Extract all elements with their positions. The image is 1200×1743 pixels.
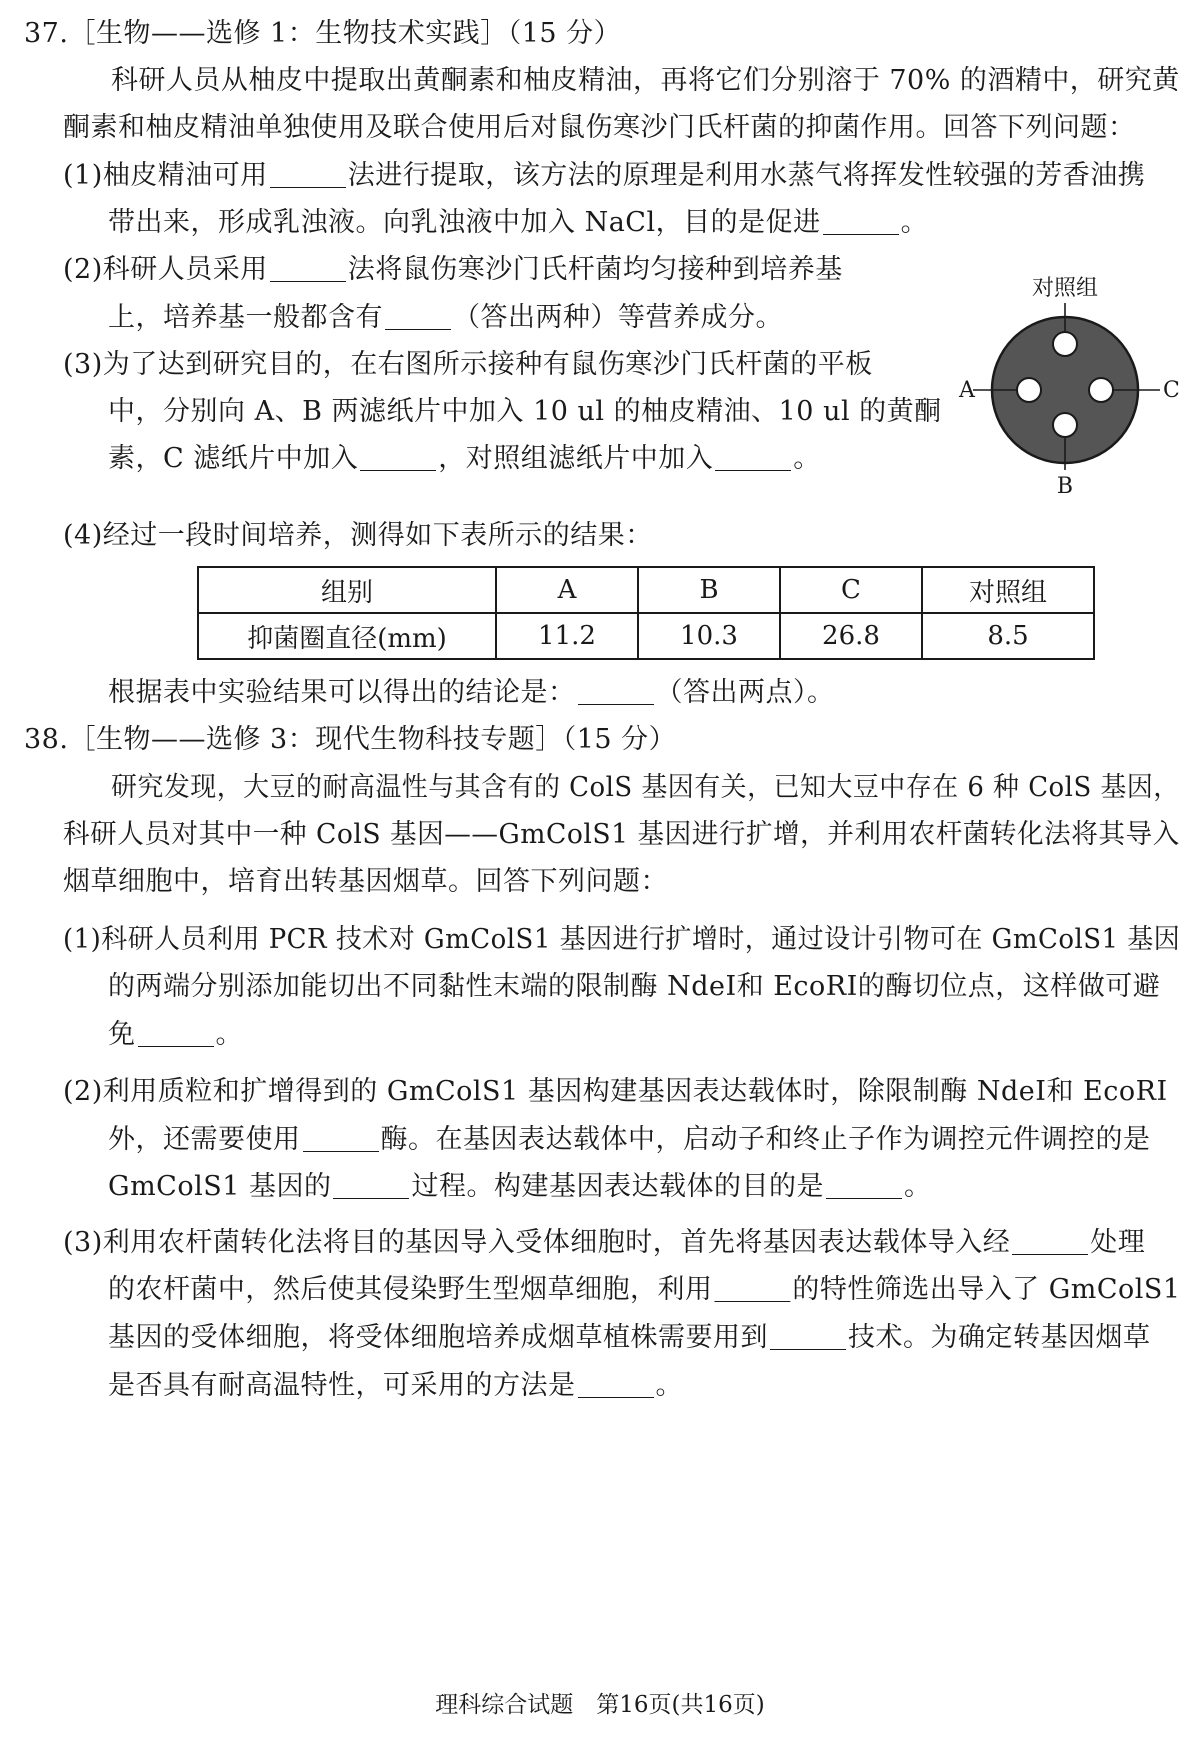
q37-p1-text-c: 带出来，形成乳浊液。向乳浊液中加入 NaCl，目的是促进 bbox=[108, 207, 821, 238]
answer-blank[interactable] bbox=[303, 1125, 379, 1152]
q37-conclusion-text-a: 根据表中实验结果可以得出的结论是： bbox=[108, 677, 576, 708]
q38-intro-line1: 研究发现，大豆的耐高温性与其含有的 ColS 基因有关，已知大豆中存在 6 种 ColS 基因， bbox=[111, 772, 1180, 803]
q38-p1-text-b: 。 bbox=[215, 1019, 243, 1050]
q38-header: 38.［生物——选修 3：现代生物科技专题］（15 分） bbox=[24, 724, 677, 755]
q38-part3-line1 bbox=[63, 1225, 1145, 1261]
answer-blank[interactable] bbox=[715, 444, 791, 471]
petri-dish-diagram bbox=[955, 275, 1185, 505]
q38-part3-line3 bbox=[108, 1320, 1151, 1356]
q38-p3-text-b: 处理 bbox=[1090, 1227, 1146, 1258]
label-c: C bbox=[1163, 378, 1180, 403]
q38-p2-text-e: 。 bbox=[903, 1171, 932, 1202]
page-footer: 理科综合试题 第16页(共16页) bbox=[435, 1692, 765, 1718]
q38-part2-line1: (2)利用质粒和扩增得到的 GmColS1 基因构建基因表达载体时，除限制酶 NdeⅠ和 EcoRⅠ bbox=[63, 1076, 1168, 1107]
q37-p3-text-b: ，对照组滤纸片中加入 bbox=[438, 443, 714, 474]
answer-blank[interactable] bbox=[1012, 1228, 1088, 1255]
q37-part1-line1 bbox=[63, 158, 1145, 194]
table-cell: 抑菌圈直径(mm) bbox=[198, 613, 496, 659]
table-header-cell: B bbox=[638, 567, 780, 613]
q38-part2-line3 bbox=[108, 1169, 931, 1205]
q38-p3-text-e: 基因的受体细胞，将受体细胞培养成烟草植株需要用到 bbox=[108, 1322, 768, 1353]
q38-part1-line1: (1)科研人员利用 PCR 技术对 GmColS1 基因进行扩增时，通过设计引物可在 GmColS1 基因 bbox=[63, 924, 1181, 955]
q38-p2-text-d: 过程。构建基因表达载体的目的是 bbox=[411, 1171, 824, 1202]
q37-p3-text-a: 素，C 滤纸片中加入 bbox=[108, 443, 359, 474]
table-header-cell: 对照组 bbox=[922, 567, 1094, 613]
answer-blank[interactable] bbox=[333, 1172, 409, 1199]
answer-blank[interactable] bbox=[360, 444, 436, 471]
answer-blank[interactable] bbox=[270, 255, 346, 282]
q37-conclusion-line bbox=[108, 675, 835, 711]
q37-p1-text-a: (1)柚皮精油可用 bbox=[63, 160, 268, 191]
q37-p2-text-a: (2)科研人员采用 bbox=[63, 254, 268, 285]
q37-header: 37.［生物——选修 1：生物技术实践］（15 分） bbox=[24, 18, 622, 49]
table-header-cell: A bbox=[496, 567, 638, 613]
q37-part3-line1: (3)为了达到研究目的，在右图所示接种有鼠伤寒沙门氏杆菌的平板 bbox=[63, 349, 873, 380]
q37-intro-line1: 科研人员从柚皮中提取出黄酮素和柚皮精油，再将它们分别溶于 70% 的酒精中，研究黄 bbox=[111, 65, 1180, 96]
answer-blank[interactable] bbox=[826, 1172, 902, 1199]
q38-part1-line3 bbox=[108, 1017, 243, 1053]
table-header-row bbox=[198, 567, 1094, 613]
table-row bbox=[198, 613, 1094, 659]
q38-part3-line2 bbox=[108, 1272, 1181, 1308]
q37-part1-line2 bbox=[108, 205, 928, 241]
answer-blank[interactable] bbox=[385, 303, 451, 330]
q38-p3-text-h: 。 bbox=[655, 1370, 683, 1401]
label-b: B bbox=[1056, 474, 1074, 499]
q37-conclusion-text-b: （答出两点）。 bbox=[655, 677, 835, 708]
control-filter-disc bbox=[1053, 332, 1077, 356]
q38-p3-text-a: (3)利用农杆菌转化法将目的基因导入受体细胞时，首先将基因表达载体导入经 bbox=[63, 1227, 1011, 1258]
q37-p2-text-c: 上，培养基一般都含有 bbox=[108, 302, 383, 333]
q37-part4-line: (4)经过一段时间培养，测得如下表所示的结果： bbox=[63, 520, 653, 551]
q37-part3-line2: 中，分别向 A、B 两滤纸片中加入 10 ul 的柚皮精油、10 ul 的黄酮 bbox=[108, 396, 942, 427]
filter-disc-c bbox=[1089, 378, 1113, 402]
q38-p2-text-a: 外，还需要使用 bbox=[108, 1124, 301, 1155]
table-cell: 26.8 bbox=[780, 613, 922, 659]
q37-p1-text-d: 。 bbox=[900, 207, 929, 238]
answer-blank[interactable] bbox=[270, 161, 346, 188]
q38-intro-line2: 科研人员对其中一种 ColS 基因——GmColS1 基因进行扩增，并利用农杆菌转化法将其导入 bbox=[63, 819, 1180, 850]
filter-disc-a bbox=[1017, 378, 1041, 402]
table-header-cell: C bbox=[780, 567, 922, 613]
answer-blank[interactable] bbox=[578, 1371, 654, 1398]
q38-part3-line4 bbox=[108, 1368, 683, 1404]
q37-part2-line1 bbox=[63, 252, 843, 288]
q37-part2-line2 bbox=[108, 300, 783, 336]
q38-p3-text-f: 技术。为确定转基因烟草 bbox=[848, 1322, 1151, 1353]
answer-blank[interactable] bbox=[770, 1323, 846, 1350]
q38-p1-text-a: 免 bbox=[108, 1019, 136, 1050]
q37-p2-text-d: （答出两种）等营养成分。 bbox=[453, 302, 783, 333]
q38-intro-line3: 烟草细胞中，培育出转基因烟草。回答下列问题： bbox=[63, 866, 668, 897]
q38-p2-text-b: 酶。在基因表达载体中，启动子和终止子作为调控元件调控的是 bbox=[380, 1124, 1151, 1155]
label-a: A bbox=[959, 378, 975, 403]
q37-p2-text-b: 法将鼠伤寒沙门氏杆菌均匀接种到培养基 bbox=[347, 254, 843, 285]
q38-part1-line2: 的两端分别添加能切出不同黏性末端的限制酶 NdeⅠ和 EcoRⅠ的酶切位点，这样做可避 bbox=[108, 971, 1161, 1002]
answer-blank[interactable] bbox=[578, 678, 654, 705]
answer-blank[interactable] bbox=[823, 208, 899, 235]
table-header-cell: 组别 bbox=[198, 567, 496, 613]
q37-part3-line3 bbox=[108, 441, 821, 477]
q37-p1-text-b: 法进行提取，该方法的原理是利用水蒸气将挥发性较强的芳香油携 bbox=[347, 160, 1146, 191]
q38-p3-text-g: 是否具有耐高温特性，可采用的方法是 bbox=[108, 1370, 576, 1401]
control-group-label: 对照组 bbox=[1031, 276, 1099, 301]
q38-p3-text-d: 的特性筛选出导入了 GmColS1 bbox=[792, 1274, 1181, 1305]
q37-p3-text-c: 。 bbox=[793, 443, 821, 474]
table-cell: 11.2 bbox=[496, 613, 638, 659]
filter-disc-b bbox=[1053, 413, 1077, 437]
q38-p2-text-c: GmColS1 基因的 bbox=[108, 1171, 332, 1202]
q38-part2-line2 bbox=[108, 1122, 1151, 1158]
answer-blank[interactable] bbox=[138, 1020, 214, 1047]
table-cell: 10.3 bbox=[638, 613, 780, 659]
results-table bbox=[197, 566, 1095, 660]
q37-intro-line2: 酮素和柚皮精油单独使用及联合使用后对鼠伤寒沙门氏杆菌的抑菌作用。回答下列问题： bbox=[63, 112, 1136, 143]
answer-blank[interactable] bbox=[714, 1275, 790, 1302]
q38-p3-text-c: 的农杆菌中，然后使其侵染野生型烟草细胞，利用 bbox=[108, 1274, 713, 1305]
table-cell: 8.5 bbox=[922, 613, 1094, 659]
